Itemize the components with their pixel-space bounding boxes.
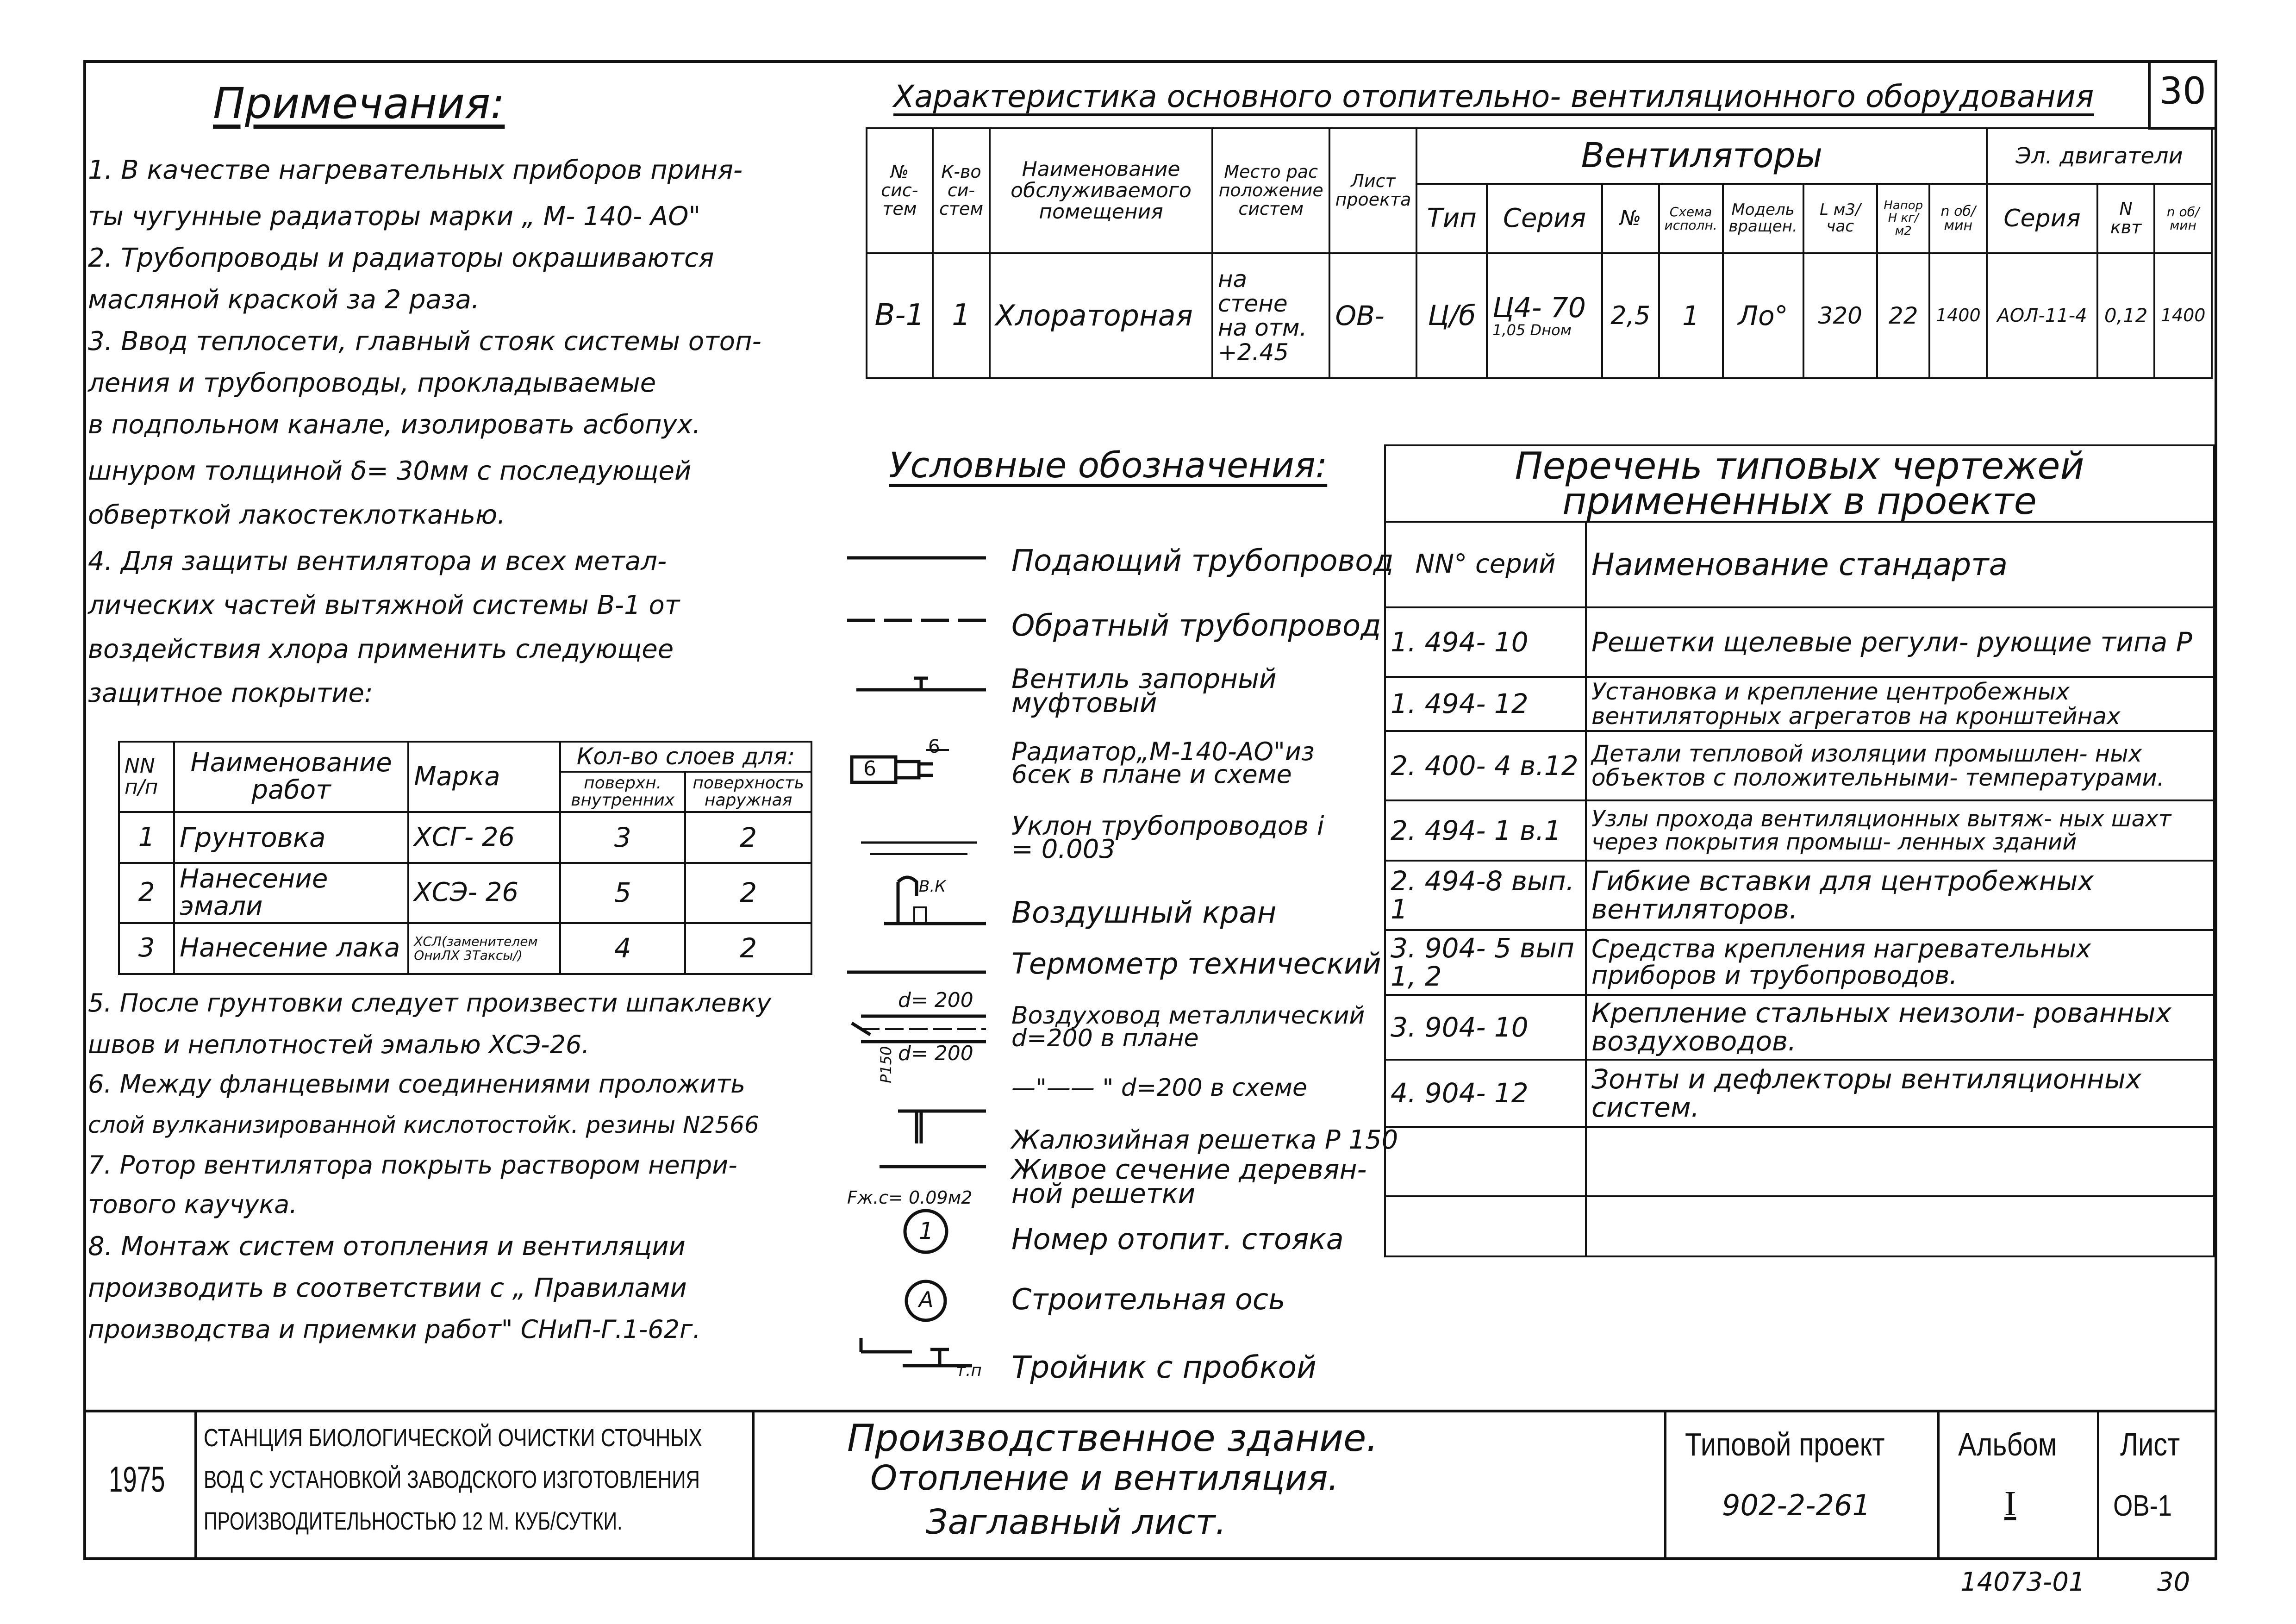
standard-name: Средства крепления нагревательных приборов и трубопроводов. <box>1586 930 2214 995</box>
drawing-title-line2: Отопление и вентиляция. <box>870 1458 1339 1498</box>
legend-item: Вентиль запорный муфтовый <box>1011 663 1277 719</box>
eq-cell: АОЛ-11-4 <box>1987 253 2097 378</box>
legend-item: Подающий трубопровод <box>1011 544 1394 578</box>
sheet-label: Лист <box>2120 1426 2180 1462</box>
legend-item: Воздуховод металлический d=200 в плане <box>1011 1002 1365 1053</box>
note-line: ты чугунные радиаторы марки „ М- 140- АО" <box>88 201 701 231</box>
coating-col-inner: поверхн. внутренних <box>560 772 685 812</box>
note-line: 8. Монтаж систем отопления и вентиляции <box>88 1231 686 1262</box>
standards-col-series: NN° серий <box>1385 522 1586 607</box>
standard-name: Установка и крепление центробежных вентиляторных агрегатов на кронштейнах <box>1586 677 2214 731</box>
coating-cell: 5 <box>560 863 685 923</box>
riser-mark: 1 <box>919 1218 934 1244</box>
coating-cell: 4 <box>560 923 685 974</box>
standard-series: 2. 400- 4 в.12 <box>1385 731 1586 800</box>
title-block-divider <box>1937 1410 1940 1560</box>
note-line: ления и трубопроводы, прокладываемые <box>88 368 656 398</box>
table-row <box>1385 607 2214 677</box>
eq-cell: 1400 <box>1929 253 1987 378</box>
project-name-line1: СТАНЦИЯ БИОЛОГИЧЕСКОЙ ОЧИСТКИ СТОЧНЫХ <box>204 1424 703 1452</box>
note-line: 4. Для защиты вентилятора и всех метал- <box>88 546 667 576</box>
eq-col-room: Наименование обслуживаемого помещения <box>990 128 1212 253</box>
footer-code: 14073-01 <box>1960 1567 2085 1597</box>
coating-cell: 2 <box>119 863 174 923</box>
duct-mark-scheme: d= 200 <box>898 1042 973 1065</box>
duct-plan-symbol <box>852 1016 986 1042</box>
coating-col-num: NN п/п <box>119 742 174 812</box>
note-line: 7. Ротор вентилятора покрыть раствором непри- <box>88 1150 737 1180</box>
note-line: лических частей вытяжной системы В-1 от <box>88 590 680 620</box>
note-line: 6. Между фланцевыми соединениями проложить <box>88 1069 746 1099</box>
project-name-line2: ВОД С УСТАНОВКОЙ ЗАВОДСКОГО ИЗГОТОВЛЕНИЯ <box>204 1466 700 1493</box>
standards-title: Перечень типовых чертежей примененных в проекте <box>1385 445 2214 522</box>
project-name-line3: ПРОИЗВОДИТЕЛЬНОСТЬЮ 12 М. КУБ/СУТКИ. <box>204 1507 623 1535</box>
table-row <box>1385 995 2214 1060</box>
standard-name <box>1586 1196 2214 1256</box>
coating-cell: Нанесение лака <box>174 923 408 974</box>
table-row <box>1385 861 2214 930</box>
legend-item: Радиатор„М-140-АО"из 6сек в плане и схеме <box>1011 737 1315 789</box>
table-row <box>867 253 2212 378</box>
coating-col-brand: Марка <box>408 742 560 812</box>
note-line: защитное покрытие: <box>88 678 373 708</box>
eq-col-model: Модель вращен. <box>1723 184 1803 253</box>
eq-col-m-rpm: n об/мин <box>2154 184 2212 253</box>
standard-series: 2. 494- 1 в.1 <box>1385 800 1586 861</box>
free-section-mark: Fж.с= 0.09м2 <box>847 1187 973 1208</box>
standard-series: 1. 494- 10 <box>1385 607 1586 677</box>
typical-project-label: Типовой проект <box>1685 1426 1885 1462</box>
legend-symbols <box>833 509 1009 1389</box>
eq-col-system-no: № сис-тем <box>867 128 933 253</box>
table-row <box>1385 677 2214 731</box>
standards-table <box>1384 444 2215 1257</box>
legend-item: Термометр технический <box>1011 947 1381 981</box>
typical-project-value: 902-2-261 <box>1722 1488 1871 1522</box>
table-row <box>1385 1196 2214 1256</box>
note-line: производить в соответствии с „ Правилами <box>88 1273 687 1303</box>
standard-name: Крепление стальных неизоли- рованных воздуховодов. <box>1586 995 2214 1060</box>
note-line: 3. Ввод теплосети, главный стояк системы отоп- <box>88 326 761 356</box>
table-row <box>1385 930 2214 995</box>
standard-series: 1. 494- 12 <box>1385 677 1586 731</box>
table-row <box>1385 731 2214 800</box>
album-label: Альбом <box>1958 1426 2057 1462</box>
drawing-title-line3: Заглавный лист. <box>926 1502 1227 1542</box>
air-valve-mark: В.К <box>919 877 946 896</box>
table-row <box>119 812 811 863</box>
legend-item: Строительная ось <box>1011 1282 1285 1316</box>
title-block-divider <box>752 1410 755 1560</box>
eq-col-system-count: К-во си-стем <box>933 128 990 253</box>
table-row <box>119 863 811 923</box>
legend-title: Условные обозначения: <box>889 444 1328 486</box>
eq-cell: Ц4- 70 <box>1492 291 1586 324</box>
axis-mark: А <box>919 1287 934 1312</box>
standard-name: Зонты и дефлекторы вентиляционных систем. <box>1586 1060 2214 1127</box>
eq-cell: ОВ- <box>1329 253 1416 378</box>
legend-item: Живое сечение деревян- ной решетки <box>1011 1154 1367 1210</box>
year: 1975 <box>109 1459 165 1499</box>
coating-cell: 2 <box>685 812 811 863</box>
note-line: производства и приемки работ" СНиП-Г.1-62г. <box>88 1315 701 1344</box>
standard-name: Гибкие вставки для центробежных вентиляторов. <box>1586 861 2214 930</box>
eq-cell: 1 <box>933 253 990 378</box>
legend-item: Уклон трубопроводов i = 0.003 <box>1011 811 1324 865</box>
notes-title: Примечания: <box>213 79 505 128</box>
legend-item: Тройник с пробкой <box>1011 1349 1316 1385</box>
drawing-title-line1: Производственное здание. <box>847 1417 1378 1460</box>
coating-cell: 3 <box>560 812 685 863</box>
legend-item: Жалюзийная решетка Р 150 <box>1011 1125 1398 1155</box>
table-row <box>1385 800 2214 861</box>
eq-cell: 22 <box>1877 253 1929 378</box>
eq-col-flow: L м3/час <box>1803 184 1877 253</box>
radiator-mark: 6 <box>863 757 876 781</box>
coating-cell: 3 <box>119 923 174 974</box>
note-line: слой вулканизированной кислотостойк. резины N2566 <box>88 1112 759 1138</box>
eq-cell: В-1 <box>867 253 933 378</box>
eq-cell: Ц/б <box>1416 253 1487 378</box>
eq-cell: на стене на отм. +2.45 <box>1212 253 1330 378</box>
standard-series: 3. 904- 5 вып 1, 2 <box>1385 930 1586 995</box>
table-row <box>119 923 811 974</box>
note-line: тового каучука. <box>88 1190 298 1219</box>
eq-col-no: № <box>1602 184 1659 253</box>
eq-cell: 0,12 <box>2097 253 2154 378</box>
grille-symbol <box>898 1111 986 1143</box>
note-line: швов и неплотностей эмалью ХСЭ-26. <box>88 1030 590 1059</box>
standard-series: 4. 904- 12 <box>1385 1060 1586 1127</box>
note-line: шнуром толщиной δ= 30мм с последующей <box>88 456 692 486</box>
footer-page: 30 <box>2157 1567 2190 1597</box>
tee-plug-symbol <box>861 1338 972 1366</box>
coating-cell: Нанесение эмали <box>174 863 408 923</box>
title-block-divider <box>1664 1410 1666 1560</box>
note-line: масляной краской за 2 раза. <box>88 285 480 315</box>
note-line: воздействия хлора применить следующее <box>88 634 674 664</box>
standard-series: 2. 494-8 вып. 1 <box>1385 861 1586 930</box>
sheet-value: ОВ-1 <box>2113 1489 2172 1522</box>
eq-col-m-series: Серия <box>1987 184 2097 253</box>
coating-cell: 2 <box>685 923 811 974</box>
eq-col-type: Тип <box>1416 184 1487 253</box>
note-line: обверткой лакостеклотканью. <box>88 500 505 530</box>
eq-cell: Хлораторная <box>990 253 1212 378</box>
equipment-table <box>866 127 2213 379</box>
eq-cell: 2,5 <box>1602 253 1659 378</box>
title-block-top-border <box>83 1410 2217 1412</box>
eq-cell-series <box>1487 253 1602 378</box>
eq-col-series: Серия <box>1487 184 1602 253</box>
album-value: I <box>2004 1484 2016 1523</box>
coating-cell: ХСГ- 26 <box>408 812 560 863</box>
eq-cell: 1,05 Dном <box>1492 321 1572 339</box>
legend-item: Обратный трубопровод <box>1011 609 1381 643</box>
coating-table <box>118 741 812 975</box>
note-line: 1. В качестве нагревательных приборов приня- <box>88 155 743 185</box>
eq-cell: Ло° <box>1723 253 1803 378</box>
coating-cell: 1 <box>119 812 174 863</box>
duct-mark-plan: d= 200 <box>898 988 973 1012</box>
eq-col-motors: Эл. двигатели <box>1987 128 2212 184</box>
equipment-title: Характеристика основного отопительно- вентиляционного оборудования <box>893 79 2094 114</box>
eq-col-pressure: Напор Н кг/м2 <box>1877 184 1929 253</box>
eq-col-sheet: Лист проекта <box>1329 128 1416 253</box>
standards-col-name: Наименование стандарта <box>1586 522 2214 607</box>
note-line: в подпольном канале, изолировать асбопух. <box>88 410 701 440</box>
standard-series <box>1385 1127 1586 1196</box>
standard-series: 3. 904- 10 <box>1385 995 1586 1060</box>
coating-cell: ХСЛ(заменителем ОниЛХ 3Таксы/) <box>408 923 560 974</box>
standard-name: Решетки щелевые регули- рующие типа Р <box>1586 607 2214 677</box>
coating-cell: Грунтовка <box>174 812 408 863</box>
coating-cell: 2 <box>685 863 811 923</box>
eq-cell: 1 <box>1659 253 1723 378</box>
table-row <box>1385 1060 2214 1127</box>
radiator-mark-2: 6 <box>928 736 940 757</box>
coating-col-work: Наименование работ <box>174 742 408 812</box>
title-block-divider <box>2097 1410 2099 1560</box>
coating-cell: ХСЭ- 26 <box>408 863 560 923</box>
title-block-divider <box>194 1410 197 1560</box>
legend-item: Воздушный кран <box>1011 896 1277 930</box>
standard-name: Узлы прохода вентиляционных вытяж- ных шахт через покрытия промыш- ленных зданий <box>1586 800 2214 861</box>
legend-item: —"—— " d=200 в схеме <box>1011 1074 1308 1102</box>
tee-mark: т.п <box>956 1361 982 1380</box>
eq-col-rpm: n об/мин <box>1929 184 1987 253</box>
standard-series <box>1385 1196 1586 1256</box>
coating-col-outer: поверхность наружная <box>685 772 811 812</box>
table-row <box>1385 1127 2214 1196</box>
note-line: 2. Трубопроводы и радиаторы окрашиваются <box>88 243 714 273</box>
note-line: 5. После грунтовки следует произвести шпаклевку <box>88 988 772 1018</box>
coating-col-layers: Кол-во слоев для: <box>560 742 811 772</box>
legend-item: Номер отопит. стояка <box>1011 1222 1344 1256</box>
sheet-number: 30 <box>2159 69 2206 112</box>
grille-mark: Р150 <box>877 1046 895 1083</box>
eq-col-fans: Вентиляторы <box>1416 128 1987 184</box>
eq-col-scheme: Схема исполн. <box>1659 184 1723 253</box>
eq-cell: 320 <box>1803 253 1877 378</box>
eq-cell: 1400 <box>2154 253 2212 378</box>
standard-name: Детали тепловой изоляции промышлен- ных объектов с положительными- температурами. <box>1586 731 2214 800</box>
eq-col-power: N квт <box>2097 184 2154 253</box>
eq-col-location: Место рас положение систем <box>1212 128 1330 253</box>
standard-name <box>1586 1127 2214 1196</box>
